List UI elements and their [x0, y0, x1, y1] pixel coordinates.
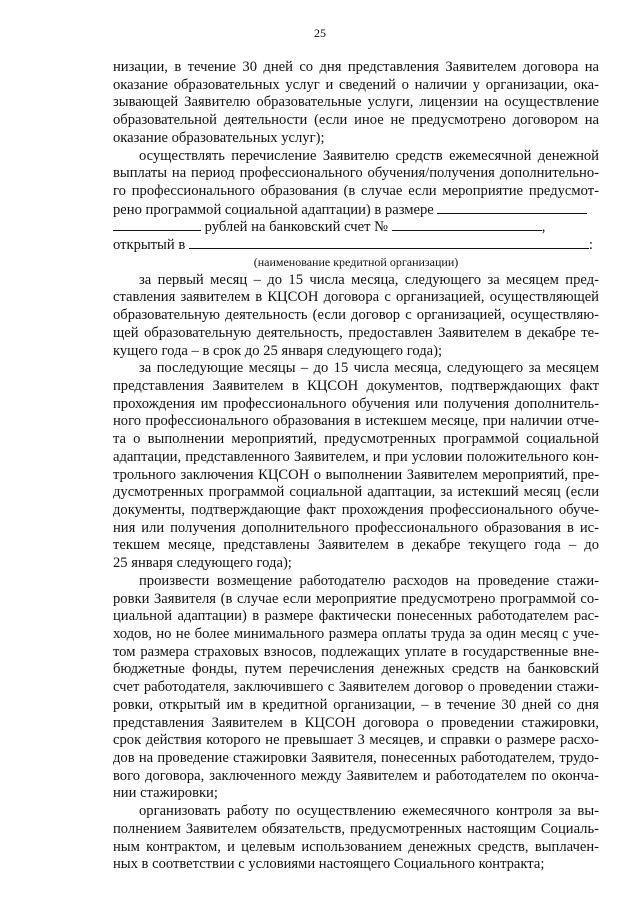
page-number: 25	[314, 26, 326, 40]
text-line: оказание образовательных услуг);	[113, 129, 325, 146]
text-line: вого договора, заключенного между Заявителем и работодателем по оконча-	[113, 767, 599, 784]
text-line	[113, 201, 599, 219]
text-line: дов на проведение стажировки Заявителя, понесенных работодателем, трудо-	[113, 750, 599, 767]
fill-in-blank	[113, 218, 201, 231]
fill-in-blank	[437, 201, 587, 214]
text-line: дусмотренных программой социальной адаптации, за истекший месяц (если	[113, 484, 599, 501]
text-line: произвести возмещение работодателю расходов на проведение стажи-	[139, 572, 599, 589]
rubles-label: рублей на банковский счет №	[201, 219, 392, 236]
text-line: организовать работу по осуществлению ежемесячного контроля за вы-	[139, 803, 599, 820]
text-segment: рено программой социальной адаптации) в размере	[113, 201, 438, 218]
text-line: выплаты на период профессионального обучения/получения дополнительно-	[113, 165, 599, 182]
text-line: щей образовательную деятельность, предоставлен Заявителем в декабре те-	[113, 324, 599, 341]
text-line: за последующие месяцы – до 15 числа месяца, следующего за месяцем	[139, 360, 599, 377]
text-line: срок действия которого не превышает 3 месяцев, и справки о размере расхо-	[113, 732, 599, 749]
text-line: прохождения им профессионального обучения или получения дополнитель-	[113, 395, 599, 412]
text-line: образовательную деятельность (если договор с организацией, осуществляю-	[113, 307, 599, 324]
opened-in-line	[113, 236, 599, 254]
text-line: осуществлять перечисление Заявителю средств ежемесячной денежной	[139, 147, 599, 164]
text-line: ния или получения дополнительного профессионального образования в ис-	[113, 519, 599, 536]
text-line: ходов, но не более минимального размера оплаты труда за один месяц с уче-	[113, 626, 599, 642]
text-line: ставления заявителем в КЦСОН договора с организацией, осуществляющей	[113, 289, 599, 306]
text-line: трольного заключения КЦСОН о выполнении Заявителем мероприятий, пре-	[113, 466, 599, 483]
opened-label: открытый в	[113, 237, 189, 254]
document-body	[113, 59, 599, 874]
rubles-line	[113, 218, 599, 236]
text-line: образовательной деятельности (если иное не предусмотрено договором на	[113, 112, 599, 129]
text-line: полнением Заявителем обязательств, предусмотренных настоящим Социаль-	[113, 820, 599, 837]
text-line: счет работодателя, заключившего с Заявителем договор о проведении стажи-	[113, 679, 599, 696]
text-line: документы, подтверждающие факт прохождения профессионального обуче-	[113, 501, 599, 518]
text-line: зывающей Заявителю образовательные услуги, лицензии на осуществление	[113, 94, 599, 111]
comma: ,	[541, 219, 546, 236]
fill-in-blank	[392, 218, 542, 231]
text-line: адаптации, представленного Заявителем, и при условии положительного кон-	[113, 448, 599, 465]
text-line: низации, в течение 30 дней со дня представления Заявителем договора на	[113, 59, 599, 75]
text-line: том размера страховых взносов, подлежащих уплате в государственные вне-	[113, 643, 599, 660]
text-line: текшем месяце, представлены Заявителем в декабре текущего года – до	[113, 537, 599, 554]
blank-caption: (наименование кредитной организации)	[253, 254, 459, 269]
text-line: представления Заявителем в КЦСОН договора о проведении стажировки,	[113, 714, 599, 731]
text-line: та о выполнении мероприятий, предусмотренных программой социальной	[113, 431, 599, 448]
text-line: ровки Заявителя (в случае если мероприятие предусмотрено программой со-	[113, 590, 599, 607]
text-line: циальной адаптации) в размере фактически понесенных работодателем рас-	[113, 608, 599, 625]
text-line: ровки, открытый им в кредитной организации, – в течение 30 дней со дня	[113, 696, 599, 713]
text-line: ного профессионального образования в истекшем месяце, при наличии отче-	[113, 413, 599, 430]
colon: :	[588, 237, 593, 254]
text-line: ных в соответствии с условиями настоящего Социального контракта;	[113, 856, 545, 873]
text-line: представления Заявителем в КЦСОН документов, подтверждающих факт	[113, 377, 599, 394]
text-line: за первый месяц – до 15 числа месяца, следующего за месяцем пред-	[139, 271, 599, 288]
text-line: кущего года – в срок до 25 января следующего года);	[113, 342, 443, 359]
text-line: го профессионального образования (в случае если мероприятие предусмот-	[113, 183, 599, 200]
text-line: нии стажировки;	[113, 785, 218, 802]
text-line: оказание образовательных услуг и сведений о наличии у организации, ока-	[113, 76, 599, 93]
text-line: ным контрактом, и целевым использованием денежных средств, выплачен-	[113, 838, 599, 855]
text-line: бюджетные фонды, путем перечисления денежных средств на банковский	[113, 661, 599, 678]
fill-in-blank	[189, 236, 589, 249]
text-line: 25 января следующего года);	[113, 555, 292, 572]
